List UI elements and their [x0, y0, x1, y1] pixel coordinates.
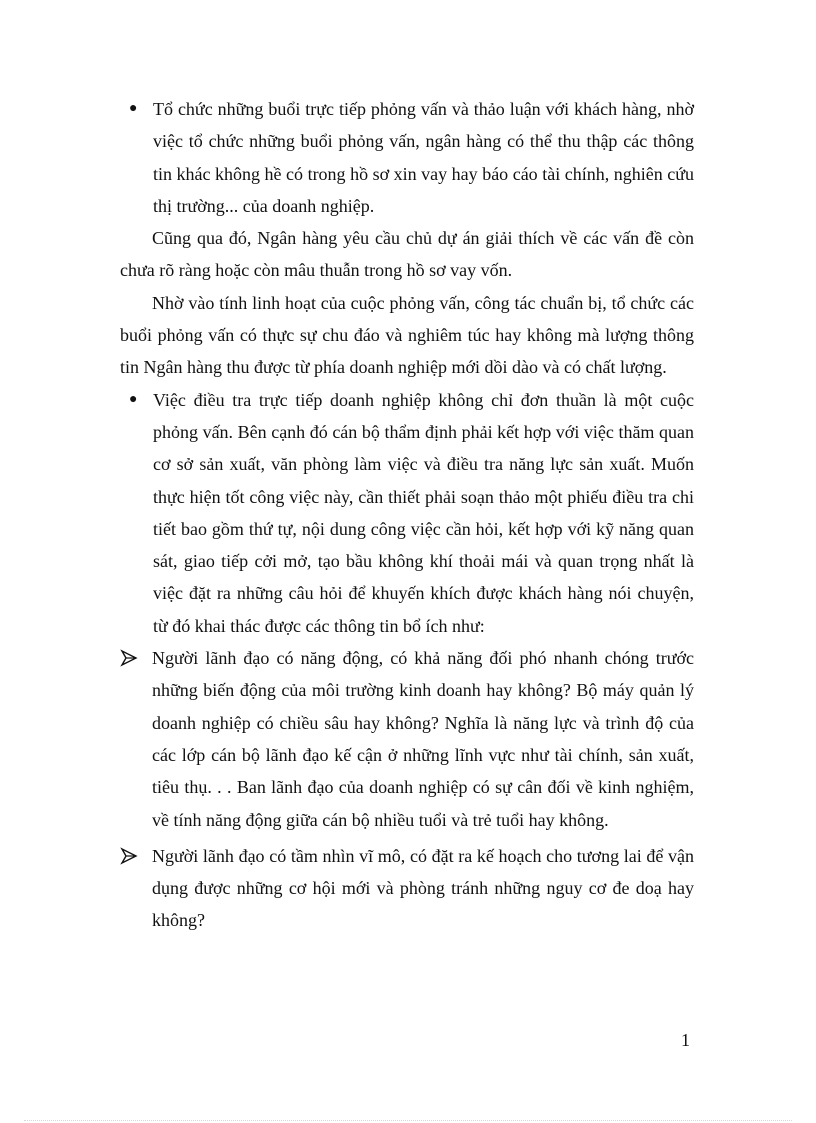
bullet-item-direct-survey — [120, 384, 694, 642]
bullet-dot-icon: ● — [129, 391, 138, 407]
arrow-item-text: Người lãnh đạo có tầm nhìn vĩ mô, có đặt ra kế hoạch cho tương lai để vận dụng được những cơ hội mới và phòng tránh những nguy cơ đe doạ hay không? — [152, 845, 694, 931]
bullet-dot-icon: ● — [129, 101, 138, 116]
arrow-bullet-icon — [120, 841, 138, 871]
bullet-text: Việc điều tra trực tiếp doanh nghiệp không chỉ đơn thuần là một cuộc phỏng vấn. Bên cạnh đó cán bộ thẩm định phải kết hợp với việc thăm quan cơ sở sản xuất, văn phòng làm việc và điều tra năng lực sản xuất. Muốn thực hiện tốt công việc này, cần thiết phải soạn thảo một phiếu điều tra chi tiết bao gồm thứ tự, nội dung công việc cần hỏi, kết hợp với kỹ năng quan sát, giao tiếp cởi mở, tạo bầu không khí thoải mái và quan trọng nhất là việc đặt ra những câu hỏi để khuyến khích được khách hàng nói chuyện, từ đó khai thác được các thông tin bổ ích như: — [153, 389, 694, 636]
page-content — [120, 93, 694, 937]
bullet-text: Tổ chức những buổi trực tiếp phỏng vấn và thảo luận với khách hàng, nhờ việc tổ chức những buổi phỏng vấn, ngân hàng có thể thu thập các thông tin khác không hề có trong hồ sơ xin vay hay báo cáo tài chính, nghiên cứu thị trường... của doanh nghiệp. — [153, 99, 694, 216]
arrow-item-leadership-vision — [120, 840, 694, 937]
arrow-item-text: Người lãnh đạo có năng động, có khả năng đối phó nhanh chóng trước những biến động của môi trường kinh doanh hay không? Bộ máy quản lý doanh nghiệp có chiều sâu hay không? Nghĩa là năng lực và trình độ của các lớp cán bộ lãnh đạo kế cận ở những lĩnh vực như tài chính, sản xuất, tiêu thụ. . . Ban lãnh đạo của doanh nghiệp có sự cân đối về kinh nghiệm, về tính năng động giữa cán bộ nhiều tuổi và trẻ tuổi hay không. — [152, 648, 694, 830]
arrow-item-leadership-dynamism — [120, 642, 694, 836]
paragraph-clarification: Cũng qua đó, Ngân hàng yêu cầu chủ dự án giải thích về các vấn đề còn chưa rõ ràng hoặc còn mâu thuẫn trong hồ sơ vay vốn. — [120, 228, 694, 281]
paragraph-flexibility: Nhờ vào tính linh hoạt của cuộc phỏng vấn, công tác chuẩn bị, tổ chức các buổi phỏng vấn có thực sự chu đáo và nghiêm túc hay không mà lượng thông tin Ngân hàng thu được từ phía doanh nghiệp mới dồi dào và có chất lượng. — [120, 292, 694, 378]
bullet-item-interviews — [120, 93, 694, 222]
page-number: 1 — [681, 1030, 690, 1050]
footer-divider — [24, 1120, 792, 1121]
arrow-bullet-icon — [120, 643, 138, 673]
